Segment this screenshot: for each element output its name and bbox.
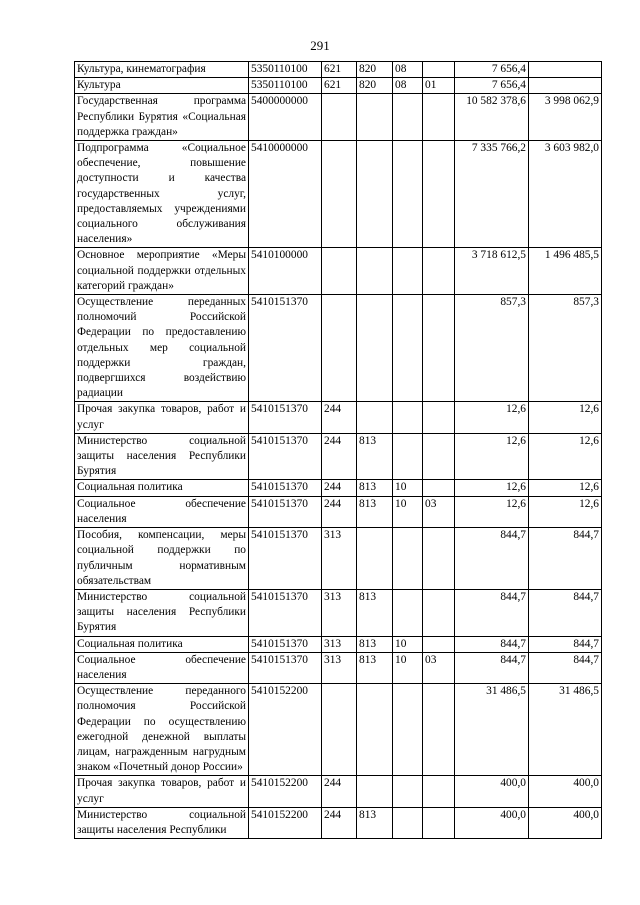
section-cell <box>393 528 423 590</box>
expense-type-cell: 244 <box>322 480 357 496</box>
amount-year1-cell: 12,6 <box>455 402 529 433</box>
target-article-cell: 5410151370 <box>249 295 322 402</box>
subsection-cell: 03 <box>423 652 455 683</box>
target-article-cell: 5350110100 <box>249 62 322 78</box>
amount-year2-cell: 3 998 062,9 <box>529 94 602 141</box>
amount-year1-cell: 400,0 <box>455 776 529 807</box>
row-name-cell: Социальное обеспечение населения <box>75 652 249 683</box>
expense-type-cell: 313 <box>322 528 357 590</box>
target-article-cell: 5410152200 <box>249 684 322 776</box>
ministry-code-cell: 813 <box>357 480 393 496</box>
target-article-cell: 5410151370 <box>249 480 322 496</box>
table-row <box>75 496 602 527</box>
amount-year2-cell: 12,6 <box>529 496 602 527</box>
target-article-cell: 5410152200 <box>249 807 322 838</box>
expense-type-cell <box>322 248 357 295</box>
section-cell <box>393 776 423 807</box>
amount-year2-cell: 844,7 <box>529 589 602 636</box>
expense-type-cell: 244 <box>322 402 357 433</box>
ministry-code-cell <box>357 141 393 248</box>
table-body <box>75 62 602 839</box>
expense-type-cell: 244 <box>322 433 357 480</box>
subsection-cell <box>423 684 455 776</box>
amount-year1-cell: 12,6 <box>455 433 529 480</box>
table-row <box>75 94 602 141</box>
subsection-cell <box>423 528 455 590</box>
row-name-cell: Социальное обеспечение населения <box>75 496 249 527</box>
row-name-cell: Культура, кинематография <box>75 62 249 78</box>
ministry-code-cell <box>357 776 393 807</box>
amount-year1-cell: 7 656,4 <box>455 78 529 94</box>
section-cell <box>393 433 423 480</box>
row-name-cell: Осуществление переданных полномочий Российской Федерации по предоставлению отдельных мер социальной поддержки граждан, подвергшихся воздействию радиации <box>75 295 249 402</box>
amount-year2-cell: 12,6 <box>529 402 602 433</box>
amount-year2-cell <box>529 78 602 94</box>
section-cell <box>393 684 423 776</box>
expense-type-cell <box>322 684 357 776</box>
subsection-cell <box>423 295 455 402</box>
ministry-code-cell <box>357 295 393 402</box>
subsection-cell <box>423 776 455 807</box>
section-cell <box>393 295 423 402</box>
expense-type-cell: 313 <box>322 652 357 683</box>
table-row <box>75 295 602 402</box>
subsection-cell <box>423 141 455 248</box>
amount-year2-cell: 844,7 <box>529 528 602 590</box>
amount-year1-cell: 400,0 <box>455 807 529 838</box>
table-row <box>75 62 602 78</box>
row-name-cell: Государственная программа Республики Бурятия «Социальная поддержка граждан» <box>75 94 249 141</box>
row-name-cell: Пособия, компенсации, меры социальной поддержки по публичным нормативным обязательствам <box>75 528 249 590</box>
amount-year2-cell <box>529 62 602 78</box>
row-name-cell: Министерство социальной защиты населения Республики Бурятия <box>75 589 249 636</box>
section-cell <box>393 807 423 838</box>
amount-year1-cell: 844,7 <box>455 636 529 652</box>
subsection-cell <box>423 807 455 838</box>
budget-table <box>74 61 602 839</box>
amount-year2-cell: 844,7 <box>529 636 602 652</box>
ministry-code-cell: 813 <box>357 433 393 480</box>
amount-year2-cell: 31 486,5 <box>529 684 602 776</box>
amount-year2-cell: 400,0 <box>529 776 602 807</box>
target-article-cell: 5400000000 <box>249 94 322 141</box>
table-row <box>75 776 602 807</box>
ministry-code-cell: 813 <box>357 589 393 636</box>
amount-year2-cell: 1 496 485,5 <box>529 248 602 295</box>
section-cell <box>393 94 423 141</box>
table-row <box>75 684 602 776</box>
section-cell: 10 <box>393 480 423 496</box>
page-number: 291 <box>310 38 330 53</box>
table-row <box>75 433 602 480</box>
table-row <box>75 248 602 295</box>
ministry-code-cell: 820 <box>357 62 393 78</box>
ministry-code-cell <box>357 684 393 776</box>
expense-type-cell: 244 <box>322 496 357 527</box>
expense-type-cell: 621 <box>322 62 357 78</box>
amount-year1-cell: 10 582 378,6 <box>455 94 529 141</box>
table-row <box>75 807 602 838</box>
amount-year2-cell: 12,6 <box>529 480 602 496</box>
section-cell <box>393 248 423 295</box>
amount-year1-cell: 31 486,5 <box>455 684 529 776</box>
row-name-cell: Прочая закупка товаров, работ и услуг <box>75 776 249 807</box>
expense-type-cell: 244 <box>322 776 357 807</box>
amount-year1-cell: 844,7 <box>455 528 529 590</box>
amount-year1-cell: 844,7 <box>455 589 529 636</box>
row-name-cell: Социальная политика <box>75 480 249 496</box>
table-row <box>75 528 602 590</box>
target-article-cell: 5410151370 <box>249 589 322 636</box>
ministry-code-cell: 813 <box>357 652 393 683</box>
expense-type-cell: 621 <box>322 78 357 94</box>
amount-year2-cell: 12,6 <box>529 433 602 480</box>
target-article-cell: 5410151370 <box>249 402 322 433</box>
section-cell <box>393 589 423 636</box>
subsection-cell: 01 <box>423 78 455 94</box>
section-cell: 10 <box>393 652 423 683</box>
target-article-cell: 5410151370 <box>249 433 322 480</box>
expense-type-cell: 313 <box>322 589 357 636</box>
ministry-code-cell <box>357 94 393 141</box>
ministry-code-cell <box>357 528 393 590</box>
subsection-cell <box>423 94 455 141</box>
target-article-cell: 5410151370 <box>249 636 322 652</box>
row-name-cell: Министерство социальной защиты населения Республики Бурятия <box>75 433 249 480</box>
subsection-cell <box>423 480 455 496</box>
section-cell: 10 <box>393 636 423 652</box>
amount-year1-cell: 857,3 <box>455 295 529 402</box>
target-article-cell: 5350110100 <box>249 78 322 94</box>
table-row <box>75 78 602 94</box>
target-article-cell: 5410151370 <box>249 528 322 590</box>
expense-type-cell <box>322 295 357 402</box>
subsection-cell <box>423 433 455 480</box>
amount-year2-cell: 400,0 <box>529 807 602 838</box>
ministry-code-cell: 813 <box>357 496 393 527</box>
table-row <box>75 480 602 496</box>
row-name-cell: Основное мероприятие «Меры социальной поддержки отдельных категорий граждан» <box>75 248 249 295</box>
amount-year2-cell: 857,3 <box>529 295 602 402</box>
row-name-cell: Подпрограмма «Социальное обеспечение, повышение доступности и качества государственных услуг, предоставляемых учреждениями социального обслуживания населения» <box>75 141 249 248</box>
amount-year1-cell: 12,6 <box>455 496 529 527</box>
expense-type-cell: 313 <box>322 636 357 652</box>
amount-year1-cell: 844,7 <box>455 652 529 683</box>
target-article-cell: 5410151370 <box>249 652 322 683</box>
target-article-cell: 5410151370 <box>249 496 322 527</box>
section-cell: 10 <box>393 496 423 527</box>
amount-year1-cell: 7 335 766,2 <box>455 141 529 248</box>
table-row <box>75 402 602 433</box>
amount-year2-cell: 3 603 982,0 <box>529 141 602 248</box>
section-cell <box>393 402 423 433</box>
table-row <box>75 652 602 683</box>
row-name-cell: Осуществление переданного полномочия Российской Федерации по осуществлению ежегодной денежной выплаты лицам, награжденным нагрудным знаком «Почетный донор России» <box>75 684 249 776</box>
amount-year1-cell: 7 656,4 <box>455 62 529 78</box>
subsection-cell <box>423 402 455 433</box>
subsection-cell <box>423 589 455 636</box>
section-cell <box>393 141 423 248</box>
table-row <box>75 636 602 652</box>
table-row <box>75 141 602 248</box>
subsection-cell: 03 <box>423 496 455 527</box>
section-cell: 08 <box>393 62 423 78</box>
ministry-code-cell: 820 <box>357 78 393 94</box>
subsection-cell <box>423 248 455 295</box>
expense-type-cell: 244 <box>322 807 357 838</box>
table-row <box>75 589 602 636</box>
amount-year1-cell: 3 718 612,5 <box>455 248 529 295</box>
ministry-code-cell <box>357 248 393 295</box>
section-cell: 08 <box>393 78 423 94</box>
ministry-code-cell <box>357 402 393 433</box>
expense-type-cell <box>322 141 357 248</box>
target-article-cell: 5410000000 <box>249 141 322 248</box>
amount-year2-cell: 844,7 <box>529 652 602 683</box>
row-name-cell: Культура <box>75 78 249 94</box>
target-article-cell: 5410152200 <box>249 776 322 807</box>
subsection-cell <box>423 636 455 652</box>
row-name-cell: Министерство социальной защиты населения Республики <box>75 807 249 838</box>
row-name-cell: Социальная политика <box>75 636 249 652</box>
amount-year1-cell: 12,6 <box>455 480 529 496</box>
expense-type-cell <box>322 94 357 141</box>
target-article-cell: 5410100000 <box>249 248 322 295</box>
subsection-cell <box>423 62 455 78</box>
ministry-code-cell: 813 <box>357 636 393 652</box>
ministry-code-cell: 813 <box>357 807 393 838</box>
row-name-cell: Прочая закупка товаров, работ и услуг <box>75 402 249 433</box>
